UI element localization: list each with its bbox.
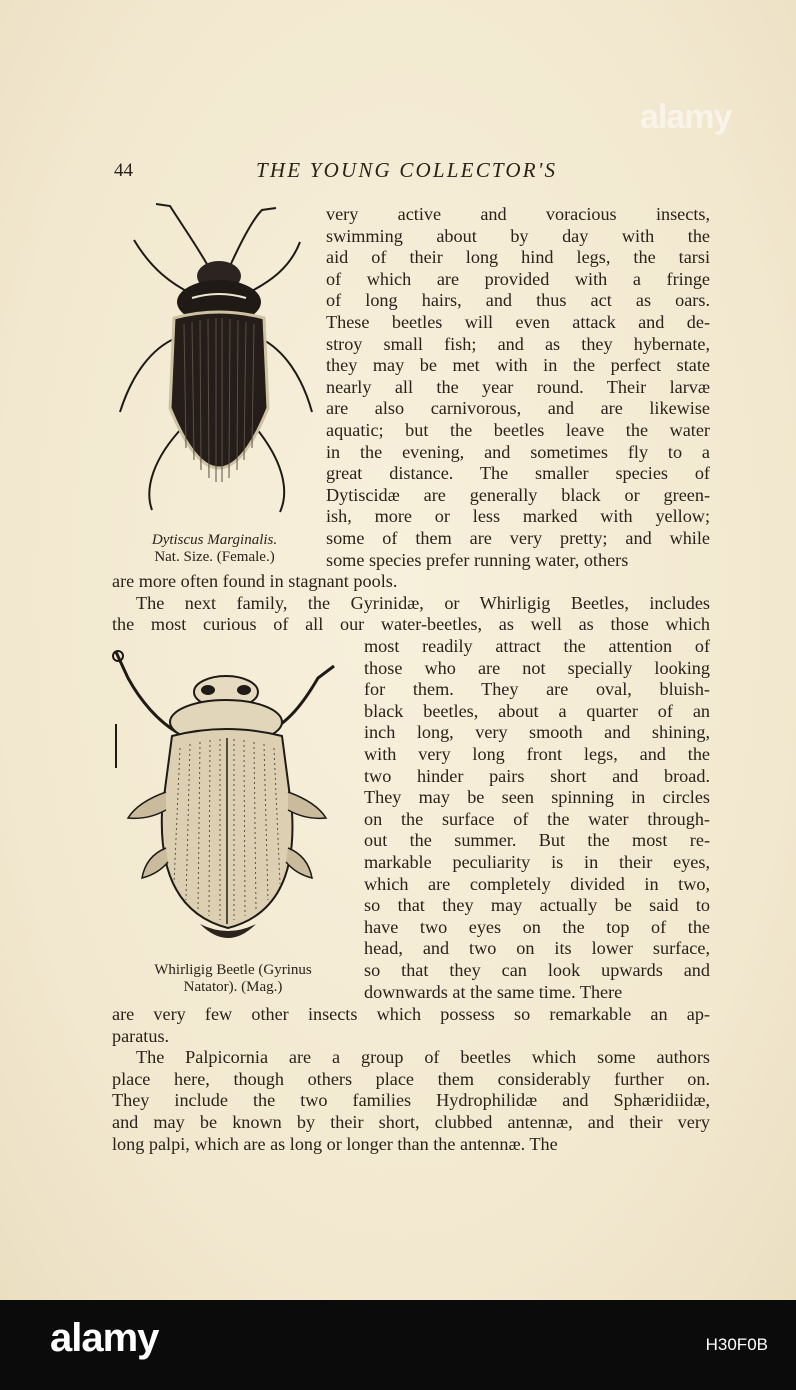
stock-photo-bar xyxy=(0,1300,796,1390)
whirligig-caption xyxy=(108,962,358,996)
text-line: of which are provided with a fringe xyxy=(326,268,710,289)
text-line: great distance. The smaller species of xyxy=(326,463,710,484)
whirligig-beetle-illustration xyxy=(108,642,348,960)
text-line: inch long, very smooth and shining, xyxy=(364,722,710,743)
alamy-watermark: alamy xyxy=(640,98,732,136)
text-line: long palpi, which are as long or longer than the antennæ. The xyxy=(112,1133,558,1154)
text-line: out the summer. But the most re- xyxy=(364,830,710,851)
alamy-logo: alamy xyxy=(50,1316,159,1360)
text-line: head, and two on its lower surface, xyxy=(364,938,710,959)
text-line: with very long front legs, and the xyxy=(364,743,710,764)
text-line: black beetles, about a quarter of an xyxy=(364,700,710,721)
text-line: nearly all the year round. Their larvæ xyxy=(326,376,710,397)
text-line: in the evening, and sometimes fly to a xyxy=(326,441,710,462)
text-line: aid of their long hind legs, the tarsi xyxy=(326,247,710,268)
text-line: some species prefer running water, others xyxy=(326,549,629,570)
dytiscus-caption-detail: Nat. Size. (Female.) xyxy=(154,549,275,565)
text-line: downwards at the same time. There xyxy=(364,981,623,1002)
paragraph-palpicornia xyxy=(112,1004,710,1155)
text-line: are more often found in stagnant pools. xyxy=(112,571,398,591)
running-header xyxy=(112,158,712,186)
text-line: two hinder pairs short and broad. xyxy=(364,765,710,786)
text-line: are also carnivorous, and are likewise xyxy=(326,398,710,419)
text-line: swimming about by day with the xyxy=(326,225,710,246)
text-line: they may be met with in the perfect state xyxy=(326,355,710,376)
text-line: are very few other insects which possess so remarkable an ap- xyxy=(112,1004,710,1024)
text-line: of long hairs, and thus act as oars. xyxy=(326,290,710,311)
text-line: aquatic; but the beetles leave the water xyxy=(326,419,710,440)
text-line: paratus. xyxy=(112,1025,170,1046)
text-line: on the surface of the water through- xyxy=(364,808,710,829)
text-line: stroy small fish; and as they hybernate, xyxy=(326,333,710,354)
dytiscus-caption-species: Dytiscus Marginalis. xyxy=(151,532,278,548)
text-line: and may be known by their short, clubbed antennæ, and their very xyxy=(112,1111,710,1132)
text-line: most readily attract the attention of xyxy=(364,636,710,656)
text-line: markable peculiarity is in their eyes, xyxy=(364,851,710,872)
paragraph-whirligig xyxy=(364,636,710,1003)
running-title: THE YOUNG COLLECTOR'S xyxy=(256,158,558,182)
paragraph-gyrinidae-intro xyxy=(112,571,710,636)
page-number: 44 xyxy=(114,160,133,181)
text-line: so that they may actually be said to xyxy=(364,895,710,916)
text-line: Dytiscidæ are generally black or green- xyxy=(326,484,710,505)
whirligig-caption-line2: Natator). (Mag.) xyxy=(183,979,283,995)
text-line: ish, more or less marked with yellow; xyxy=(326,506,710,527)
dytiscus-caption xyxy=(112,532,317,566)
text-line: for them. They are oval, bluish- xyxy=(364,679,710,700)
text-line: They may be seen spinning in circles xyxy=(364,787,710,808)
text-line: some of them are very pretty; and while xyxy=(326,527,710,548)
text-line: those who are not specially looking xyxy=(364,657,710,678)
paragraph-dytiscidae xyxy=(326,204,710,571)
dytiscus-beetle-illustration xyxy=(112,198,317,528)
text-line: very active and voracious insects, xyxy=(326,204,710,224)
text-line: The next family, the Gyrinidæ, or Whirligig Beetles, includes xyxy=(136,592,710,613)
text-line: the most curious of all our water-beetles, as well as those which xyxy=(112,614,710,635)
whirligig-caption-line1: Whirligig Beetle (Gyrinus xyxy=(154,962,312,978)
text-line: have two eyes on the top of the xyxy=(364,916,710,937)
text-line: so that they can look upwards and xyxy=(364,959,710,980)
text-line: The Palpicornia are a group of beetles which some authors xyxy=(136,1047,710,1068)
text-line: place here, though others place them considerably further on. xyxy=(112,1068,710,1089)
text-line: which are completely divided in two, xyxy=(364,873,710,894)
text-line: They include the two families Hydrophilidæ and Sphæridiidæ, xyxy=(112,1090,710,1111)
stock-image-id: H30F0B xyxy=(705,1335,768,1354)
text-line: These beetles will even attack and de- xyxy=(326,311,710,332)
